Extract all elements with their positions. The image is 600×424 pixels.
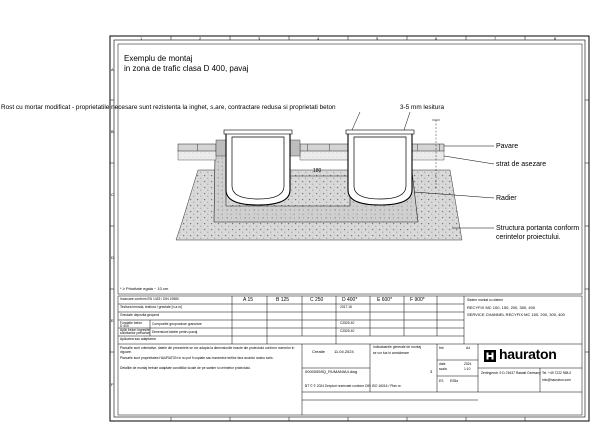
sub-cell-2: Dimensiuni tabele pentru pavaj [152,330,198,334]
gap-label: 3-5 mm lesitura [400,104,445,111]
meta-scale-key: scala [439,367,447,371]
meta-sheet-val: ES5a [450,379,459,383]
copyright: BT © © 2024 Drepturi rezervate conform DIN ISO 16016 / Plan nr. [305,384,402,388]
mortar-note: Rost cu mortar modificat - proprietatile necesare sunt rezistenta la inghet, s.are, contractare redusa si proprietati beton [1,104,336,111]
meta-scale-val: 1:10 [464,367,471,371]
hauraton-logo-icon [484,350,496,362]
drawing-subtitle: in zona de trafic clasa D 400, pavaj [124,64,249,73]
row-value-1: 2017.16 [340,305,352,309]
meta-date-key: date [439,362,446,366]
drawing-number: 00000559Q_RUMANIA4.dwg [305,369,358,374]
load-class-f900: F 900* [410,297,425,303]
load-class-c250: C 250 [310,297,324,303]
contact-phone: Tel. +49 7222 958-0 [542,371,572,375]
product-line-2: RECYFIX MC 100, 150, 200, 300, 400 [467,305,536,310]
modified-date: 11.04.2024 [334,349,354,354]
frame-row-c: C [111,192,114,197]
brand-logo-text: hauraton [499,346,557,362]
legal-text-2: Planurile sunt proprietatea HAURATON si nu pot fi copiate sau transmise tertilor fara acordul nostru scris. [120,356,274,360]
frame-row-b: B [111,129,114,134]
meta-date-val: 2024 [464,362,472,366]
sub-cell-1: Compozitie geoproduse granulare [152,322,202,326]
frame-col-8: 8 [554,36,557,41]
frame-row-d: D [111,255,114,260]
frame-col-2: 2 [199,36,202,41]
frame-row-a: A [111,67,114,72]
contact-address: Zertingerstr. 9 D-76437 Rastatt Germany [481,371,541,375]
label-strat: strat de asezare [496,161,547,168]
frame-row-f: F [111,382,114,387]
frame-col-3: 3 [258,36,261,41]
load-class-b125: B 125 [276,297,290,303]
dimension-label: 180 [313,168,322,174]
load-class-a15: A 15 [243,297,254,303]
row-value-4: C2525 40 [340,329,355,333]
meta-fmt-val: A4 [466,346,471,350]
product-line-3: SERVICE CHANNEL RECYFIX MC 150, 200, 300, 400 [467,312,565,317]
doc-number: 3 [430,369,433,374]
row-label-1: Tesitura lemnda, tesitura / greutate [n.a.m] [120,305,182,309]
row-label-5: Aplicarea sau adaptarea [120,337,156,341]
load-class-e600: E 600* [377,297,393,303]
meta-fmt-key: fmt [439,346,444,350]
label-radier: Radier [496,195,517,202]
load-class-label: Incarcare conform EN 1433 / DIN 19580 [120,297,179,301]
frame-col-5: 5 [376,36,379,41]
doc-line-1: Indicatoarele generale de montaj [373,345,422,349]
load-class-d400: D 400* [342,297,358,303]
label-structura-1: Structura portanta conform [496,225,580,232]
label-structura-2: cerintelor proiectului. [496,234,561,241]
frame-col-6: 6 [435,36,438,41]
drawing-title: Exemplu de montaj [124,54,193,63]
frame-row-e: E [111,318,114,323]
doc-line-2: se vor lua in considerare [373,351,409,355]
row-label-4: Aplic beton ingresite solicitarilor prescrise [120,328,150,336]
product-line-1: Sistem montat cu sistem [467,298,503,302]
label-pavare: Pavare [496,143,519,150]
row-value-3: C2525 40 [340,321,355,325]
footnote: * ≥ Prioritate egala ~ 10 cm [120,286,169,291]
contact-email: info@hauraton.com [542,378,571,382]
frame-col-7: 7 [494,36,497,41]
row-label-2: Greutate depozita.geoprod [120,313,160,317]
frame-col-1: 1 [140,36,143,41]
frame-col-4: 4 [317,36,320,41]
legal-text-1: Planurile sunt orientative, datele din prezentele se vor adapta la dimensiunile exacte ale proiectului conform normelor in vigoare. [120,346,295,355]
modified-label: Creatie [312,349,325,354]
row-label-3: Fundatie beton D 400 [120,321,142,329]
meta-sheet-key: ES [439,379,444,383]
legal-text-3: Detaliile de montaj trebuie adaptate conditiilor locale de pe santier si cerintelor proiectului. [120,366,251,370]
